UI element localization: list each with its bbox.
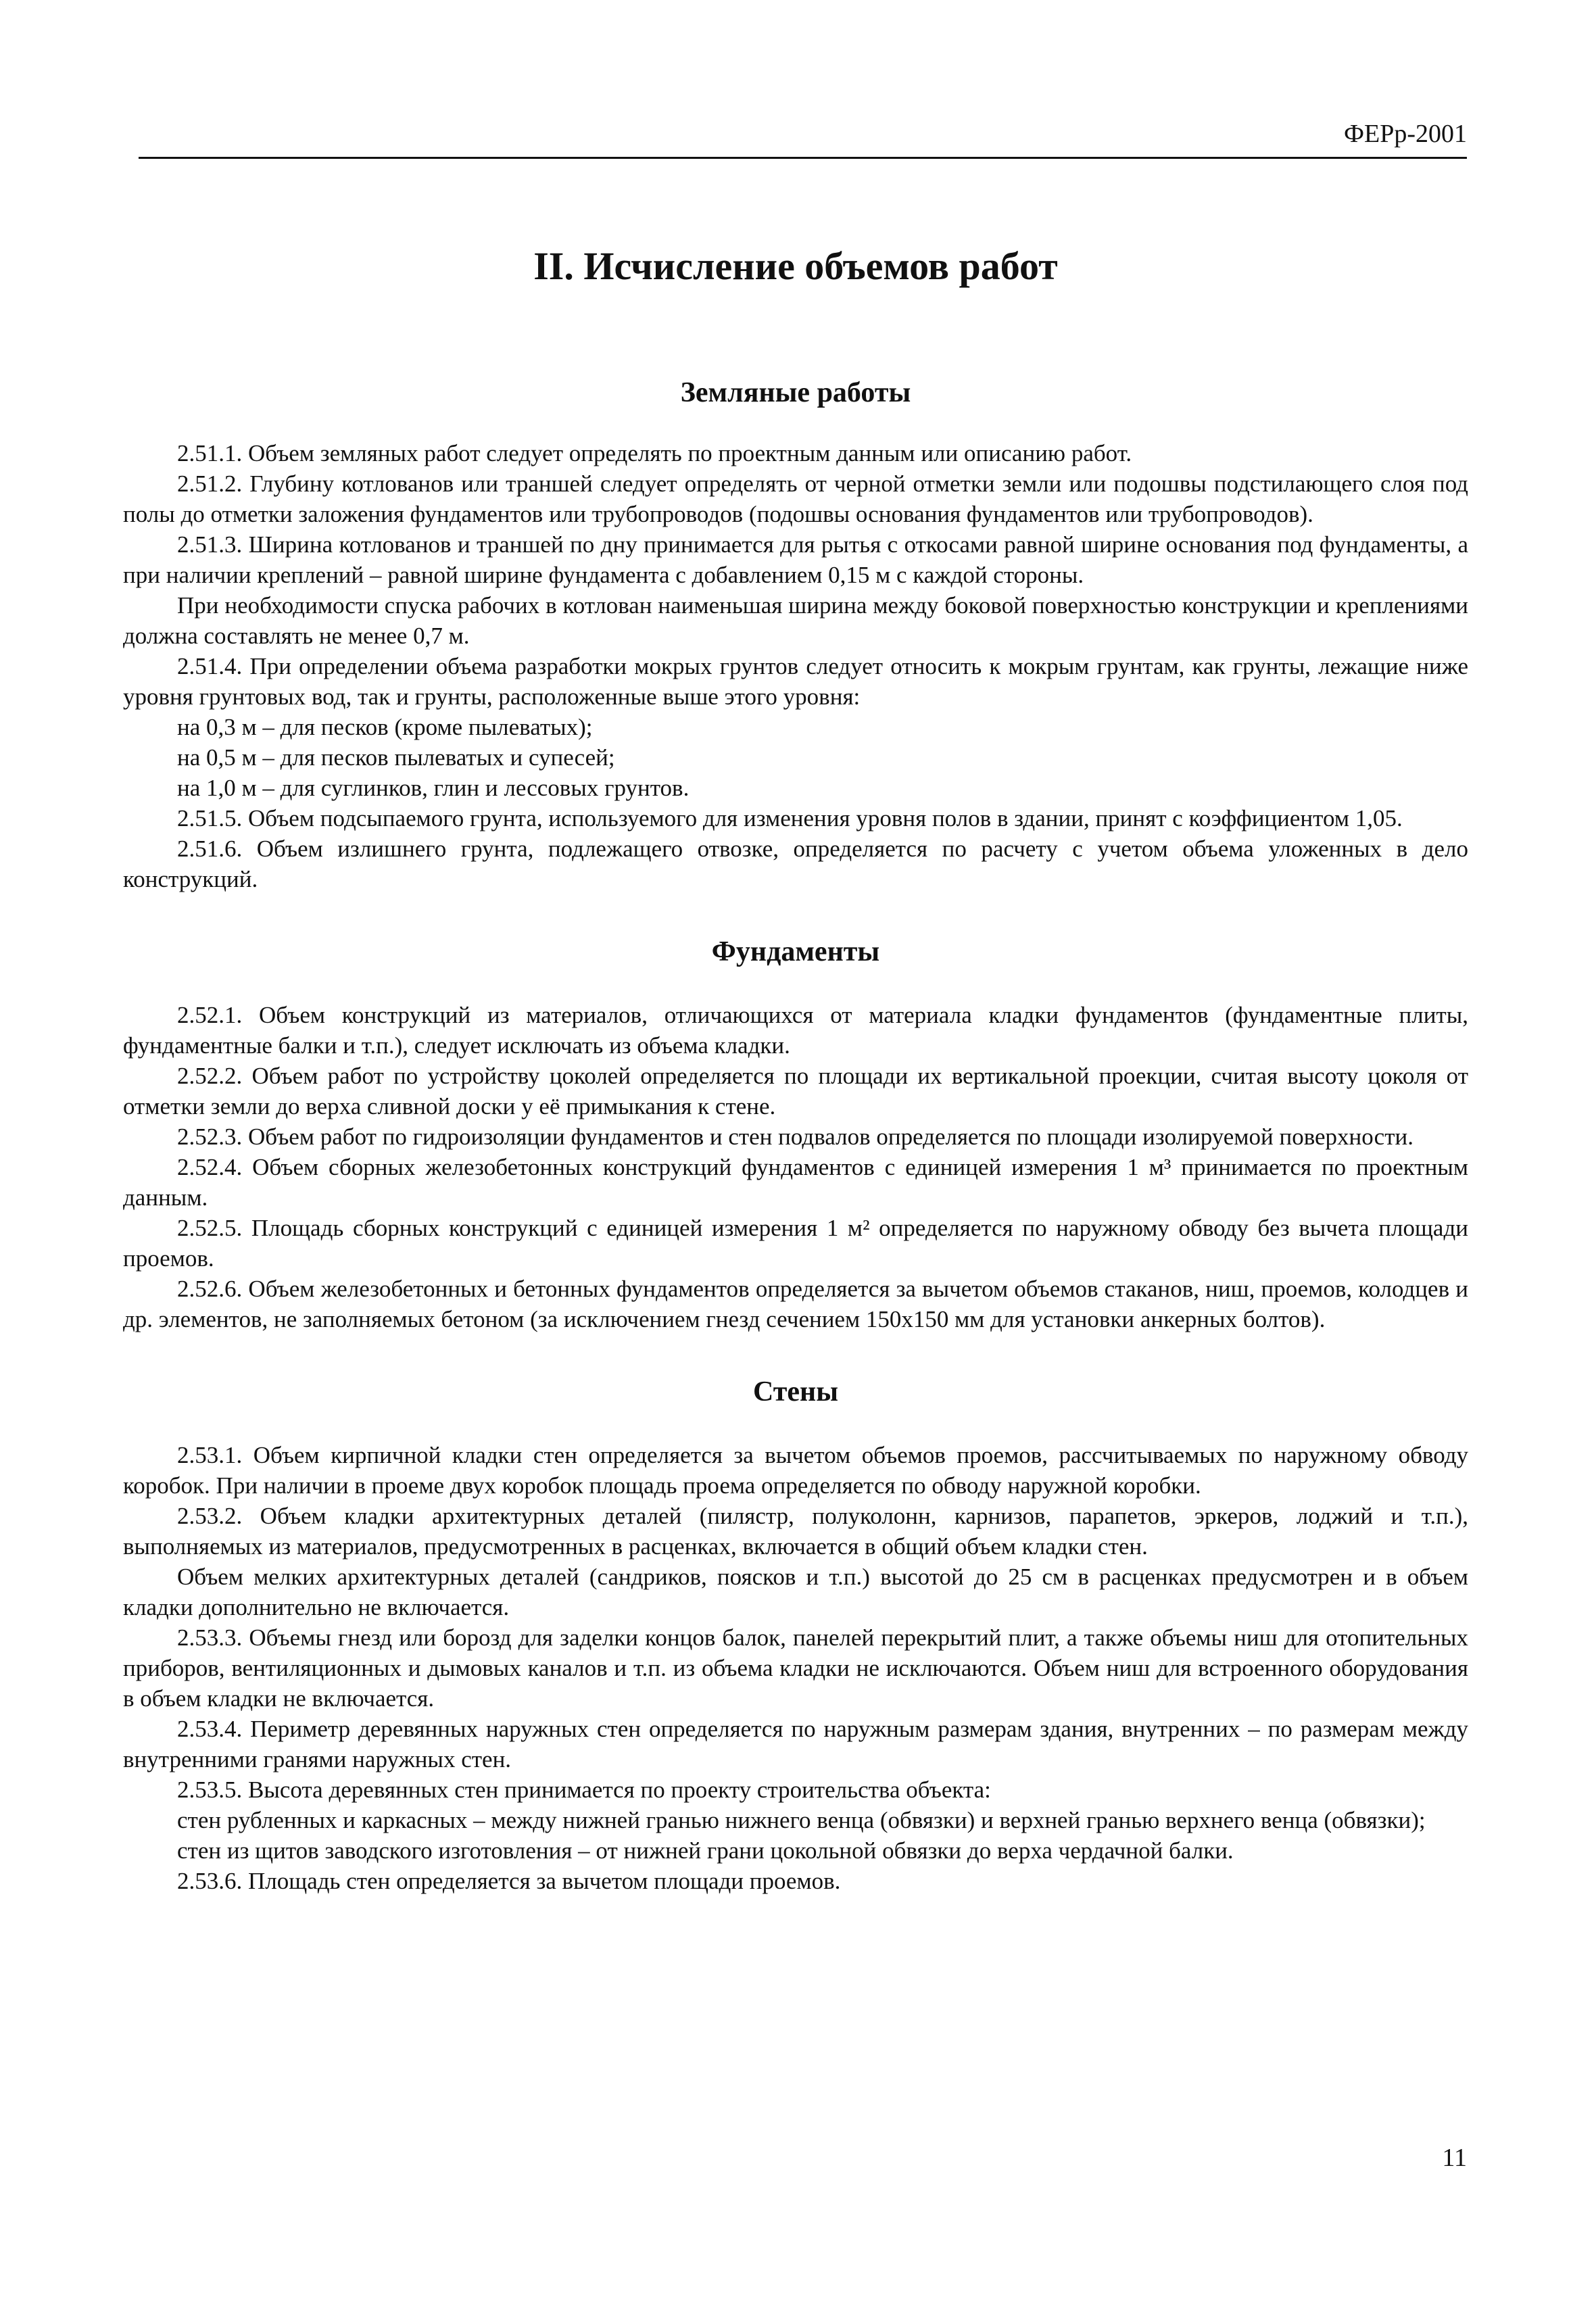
paragraph: 2.51.3. Ширина котлованов и траншей по дну принимается для рытья с откосами равной ширине основания под фундаменты, а при наличии креплений – равной ширине фундамента с добавлением 0,15 м с каждой стороны. [123, 531, 1468, 588]
paragraph: Объем мелких архитектурных деталей (сандриков, поясков и т.п.) высотой до 25 см в расценках предусмотрен и в объем кладки дополнительно не включается. [123, 1564, 1468, 1620]
paragraph: 2.51.4. При определении объема разработки мокрых грунтов следует относить к мокрым грунтам, как грунты, лежащие ниже уровня грунтовых вод, так и грунты, расположенные выше этого уровня: [123, 653, 1468, 710]
document-code: ФЕРр-2001 [1343, 120, 1467, 148]
list-item: на 0,5 м – для песков пылеватых и супесей; [177, 744, 615, 771]
paragraph: 2.53.4. Периметр деревянных наружных стен определяется по наружным размерам здания, внутренних – по размерам между внутренними гранями наружных стен. [123, 1716, 1468, 1772]
paragraph: стен рубленных и каркасных – между нижней гранью нижнего венца (обвязки) и верхней гранью верхнего венца (обвязки); [177, 1807, 1426, 1833]
paragraph: 2.53.3. Объемы гнезд или борозд для заделки концов балок, панелей перекрытий плит, а также объемы ниш для отопительных приборов, вентиляционных и дымовых каналов и т.п. из объема кладки не исключаются. Объем ниш для встроенного оборудования в объем кладки не включается. [123, 1624, 1468, 1712]
paragraph: 2.51.2. Глубину котлованов или траншей следует определять от черной отметки земли или подошвы подстилающего слоя под полы до отметки заложения фундаментов или трубопроводов (подошвы основания фундаментов или трубопроводов). [123, 471, 1468, 527]
paragraph: 2.52.1. Объем конструкций из материалов, отличающихся от материала кладки фундаментов (фундаментные плиты, фундаментные балки и т.п.), следует исключать из объема кладки. [123, 1002, 1468, 1059]
paragraph: 2.52.2. Объем работ по устройству цоколей определяется по площади их вертикальной проекции, считая высоту цоколя от отметки земли до верха сливной доски у её примыкания к стене. [123, 1063, 1468, 1119]
section-earthworks [123, 375, 1468, 894]
paragraph: При необходимости спуска рабочих в котлован наименьшая ширина между боковой поверхностью конструкции и креплениями должна составлять не менее 0,7 м. [123, 592, 1468, 649]
paragraph: 2.53.2. Объем кладки архитектурных деталей (пилястр, полуколонн, карнизов, парапетов, эркеров, лоджий и т.п.), выполняемых из материалов, предусмотренных в расценках, включается в общий объем кладки стен. [123, 1503, 1468, 1560]
section-walls [123, 1374, 1468, 1896]
paragraph: стен из щитов заводского изготовления – от нижней грани цокольной обвязки до верха чердачной балки. [177, 1837, 1234, 1864]
list-item: на 0,3 м – для песков (кроме пылеватых); [177, 714, 593, 740]
page-content [123, 203, 1468, 1896]
paragraph: 2.52.4. Объем сборных железобетонных конструкций фундаментов с единицей измерения 1 м³ принимается по проектным данным. [123, 1154, 1468, 1211]
page-number: 11 [1442, 2144, 1467, 2172]
paragraph: 2.51.6. Объем излишнего грунта, подлежащего отвозке, определяется по расчету с учетом объема уложенных в дело конструкций. [123, 836, 1468, 892]
paragraph: 2.52.6. Объем железобетонных и бетонных фундаментов определяется за вычетом объемов стаканов, ниш, проемов, колодцев и др. элементов, не заполняемых бетоном (за исключением гнезд сечением 150х150 мм для установки анкерных болтов). [123, 1276, 1468, 1332]
chapter-title: II. Исчисление объемов работ [533, 244, 1058, 288]
paragraph: 2.53.5. Высота деревянных стен принимается по проекту строительства объекта: [177, 1777, 991, 1803]
paragraph: 2.51.1. Объем земляных работ следует определять по проектным данным или описанию работ. [177, 440, 1132, 466]
paragraph: 2.51.5. Объем подсыпаемого грунта, используемого для изменения уровня полов в здании, принят с коэффициентом 1,05. [177, 805, 1403, 831]
running-header [139, 116, 1467, 159]
section-heading: Земляные работы [680, 377, 911, 408]
list-item: на 1,0 м – для суглинков, глин и лессовых грунтов. [177, 775, 690, 801]
section-foundations [123, 934, 1468, 1334]
section-heading: Фундаменты [711, 936, 880, 967]
paragraph: 2.52.3. Объем работ по гидроизоляции фундаментов и стен подвалов определяется по площади изолируемой поверхности. [177, 1124, 1413, 1150]
paragraph: 2.52.5. Площадь сборных конструкций с единицей измерения 1 м² определяется по наружному обводу без вычета площади проемов. [123, 1215, 1468, 1272]
paragraph: 2.53.6. Площадь стен определяется за вычетом площади проемов. [177, 1868, 841, 1894]
section-heading: Стены [752, 1376, 839, 1407]
paragraph: 2.53.1. Объем кирпичной кладки стен определяется за вычетом объемов проемов, рассчитываемых по наружному обводу коробок. При наличии в проеме двух коробок площадь проема определяется по обводу наружной коробки. [123, 1442, 1468, 1499]
